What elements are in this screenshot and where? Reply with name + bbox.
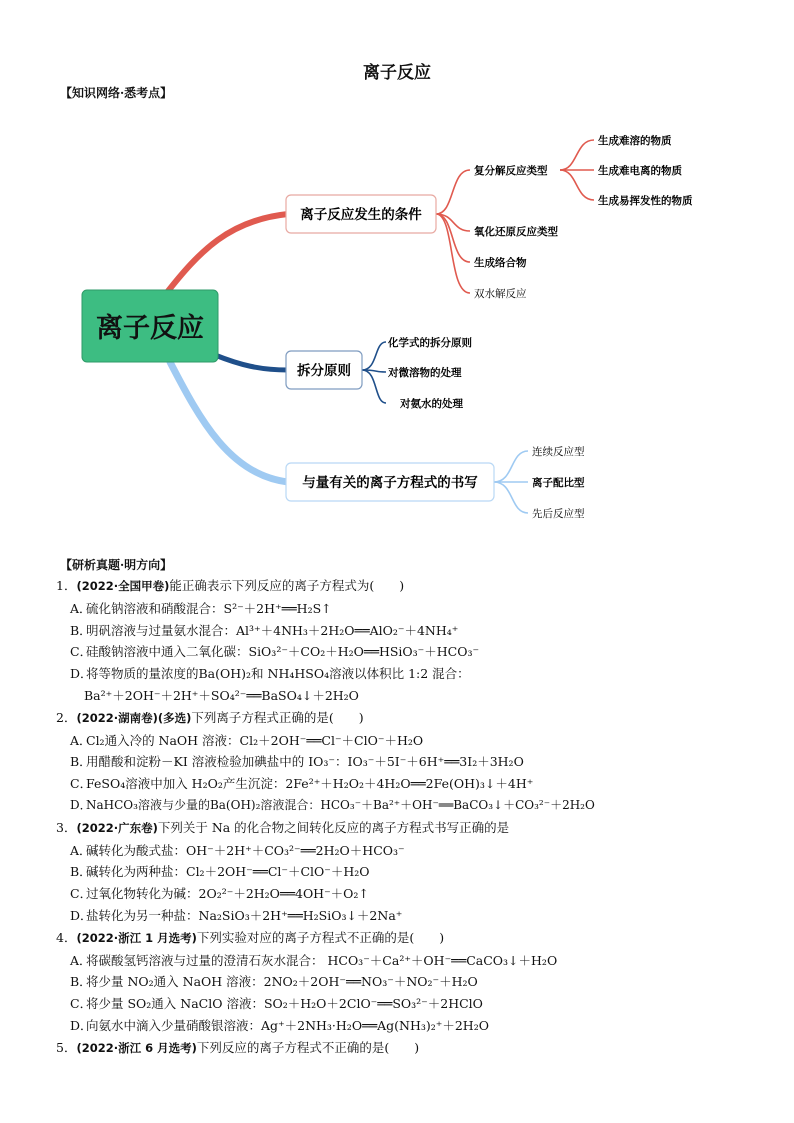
branch-label-conditions: 离子反应发生的条件 <box>300 207 422 223</box>
question-stem: 1．(2022·全国甲卷)能正确表示下列反应的离子方程式为( ) <box>56 578 405 593</box>
node-slightly-soluble: 对微溶物的处理 <box>388 367 462 379</box>
section-tag-exam: 【研析真题·明方向】 <box>60 558 173 572</box>
node-continuous: 连续反应型 <box>532 446 585 458</box>
option-c[interactable]: C．将少量 SO₂通入 NaClO 溶液：SO₂＋H₂O＋2ClO⁻══SO₃²⁻＋2HClO <box>70 996 483 1012</box>
node-double-decomposition: 复分解反应类型 <box>474 165 548 177</box>
question-stem: 2．(2022·湖南卷)(多选)下列离子方程式正确的是( ) <box>56 709 364 725</box>
option-b[interactable]: B．用醋酸和淀粉－KI 溶液检验加碘盐中的 IO₃⁻：IO₃⁻＋5I⁻＋6H⁺══3I₂＋3H₂O <box>70 754 524 770</box>
option-b[interactable]: B．明矾溶液与过量氨水混合：Al³⁺＋4NH₃＋2H₂O══AlO₂⁻＋4NH₄⁺ <box>70 622 459 638</box>
question-stem: 4．(2022·浙江 1 月选考)下列实验对应的离子方程式不正确的是( ) <box>56 929 445 945</box>
node-formula-split: 化学式的拆分原则 <box>388 337 472 349</box>
option-c[interactable]: C．硅酸钠溶液中通入二氧化碳：SiO₃²⁻＋CO₂＋H₂O══HSiO₃⁻＋HCO₃⁻ <box>70 644 480 660</box>
connector-1-1-3 <box>560 170 594 200</box>
section-tag-knowledge: 【知识网络·悉考点】 <box>60 86 173 100</box>
option-b[interactable]: B．碱转化为两种盐：Cl₂＋2OH⁻══Cl⁻＋ClO⁻＋H₂O <box>70 864 370 880</box>
node-double-hydrolysis: 双水解反应 <box>474 288 527 300</box>
connector-3-3 <box>494 482 528 513</box>
question-stem: 5．(2022·浙江 6 月选考)下列反应的离子方程式不正确的是( ) <box>56 1039 420 1055</box>
branch-curve-1 <box>165 214 288 295</box>
connector-2-3 <box>362 370 386 403</box>
option-d[interactable]: D．NaHCO₃溶液与少量的Ba(OH)₂溶液混合：HCO₃⁻＋Ba²⁺＋OH⁻══BaCO₃↓＋CO₃²⁻＋2H₂O <box>70 797 595 812</box>
question-source: (2022·湖南卷)(多选) <box>76 710 192 725</box>
connector-2-1 <box>362 342 386 370</box>
question-source: (2022·浙江 6 月选考) <box>76 1040 197 1055</box>
option-a[interactable]: A．将碳酸氢钙溶液与过量的澄清石灰水混合： HCO₃⁻＋Ca²⁺＋OH⁻══CaCO₃↓＋H₂O <box>70 952 558 968</box>
node-sequential: 先后反应型 <box>532 508 585 520</box>
option-a[interactable]: A．碱转化为酸式盐：OH⁻＋2H⁺＋CO₃²⁻══2H₂O＋HCO₃⁻ <box>70 842 405 858</box>
node-redox: 氧化还原反应类型 <box>474 226 558 238</box>
option-d[interactable]: D．盐转化为另一种盐：Na₂SiO₃＋2H⁺══H₂SiO₃↓＋2Na⁺ <box>70 907 403 923</box>
node-ammonia: 对氨水的处理 <box>400 398 463 410</box>
question-source: (2022·全国甲卷) <box>76 579 170 593</box>
connector-1-1 <box>436 170 470 214</box>
option-c[interactable]: C．过氧化物转化为碱：2O₂²⁻＋2H₂O══4OH⁻＋O₂↑ <box>70 886 369 902</box>
node-insoluble: 生成难溶的物质 <box>598 135 672 147</box>
option-d[interactable]: D．向氨水中滴入少量硝酸银溶液：Ag⁺＋2NH₃·H₂O══Ag(NH₃)₂⁺＋2H₂O <box>70 1017 489 1033</box>
branch-label-quantity: 与量有关的离子方程式的书写 <box>302 475 478 491</box>
question-list <box>56 575 756 1060</box>
connector-1-1-1 <box>560 140 594 170</box>
connector-3-1 <box>494 451 528 482</box>
node-weak-electrolyte: 生成难电离的物质 <box>598 165 682 177</box>
page-title: 离子反应 <box>363 63 431 83</box>
option-a[interactable]: A．硫化钠溶液和硝酸混合：S²⁻＋2H⁺══H₂S↑ <box>70 600 332 616</box>
option-a[interactable]: A．Cl₂通入冷的 NaOH 溶液：Cl₂＋2OH⁻══Cl⁻＋ClO⁻＋H₂O <box>70 732 424 748</box>
question-source: (2022·浙江 1 月选考) <box>76 930 197 945</box>
branch-curve-3 <box>170 362 288 482</box>
option-b[interactable]: B．将少量 NO₂通入 NaOH 溶液：2NO₂＋2OH⁻══NO₃⁻＋NO₂⁻＋H₂O <box>70 974 478 990</box>
connector-1-4 <box>436 214 470 293</box>
node-volatile: 生成易挥发性的物质 <box>598 195 693 207</box>
branch-label-split: 拆分原则 <box>297 363 351 379</box>
branch-curve-2 <box>215 355 288 370</box>
node-ratio: 离子配比型 <box>532 477 585 489</box>
option-c[interactable]: C．FeSO₄溶液中加入 H₂O₂产生沉淀：2Fe²⁺＋H₂O₂＋4H₂O══2Fe(OH)₃↓＋4H⁺ <box>70 776 534 792</box>
mind-map <box>0 100 794 530</box>
question-source: (2022·广东卷) <box>76 820 158 835</box>
option-d-continuation: Ba²⁺＋2OH⁻＋2H⁺＋SO₄²⁻══BaSO₄↓＋2H₂O <box>84 687 359 703</box>
root-label: 离子反应 <box>96 313 204 344</box>
node-complex: 生成络合物 <box>474 257 527 269</box>
option-d[interactable]: D．将等物质的量浓度的Ba(OH)₂和 NH₄HSO₄溶液以体积比 1:2 混合： <box>70 666 470 682</box>
question-stem: 3．(2022·广东卷)下列关于 Na 的化合物之间转化反应的离子方程式书写正确的是 <box>56 819 510 835</box>
